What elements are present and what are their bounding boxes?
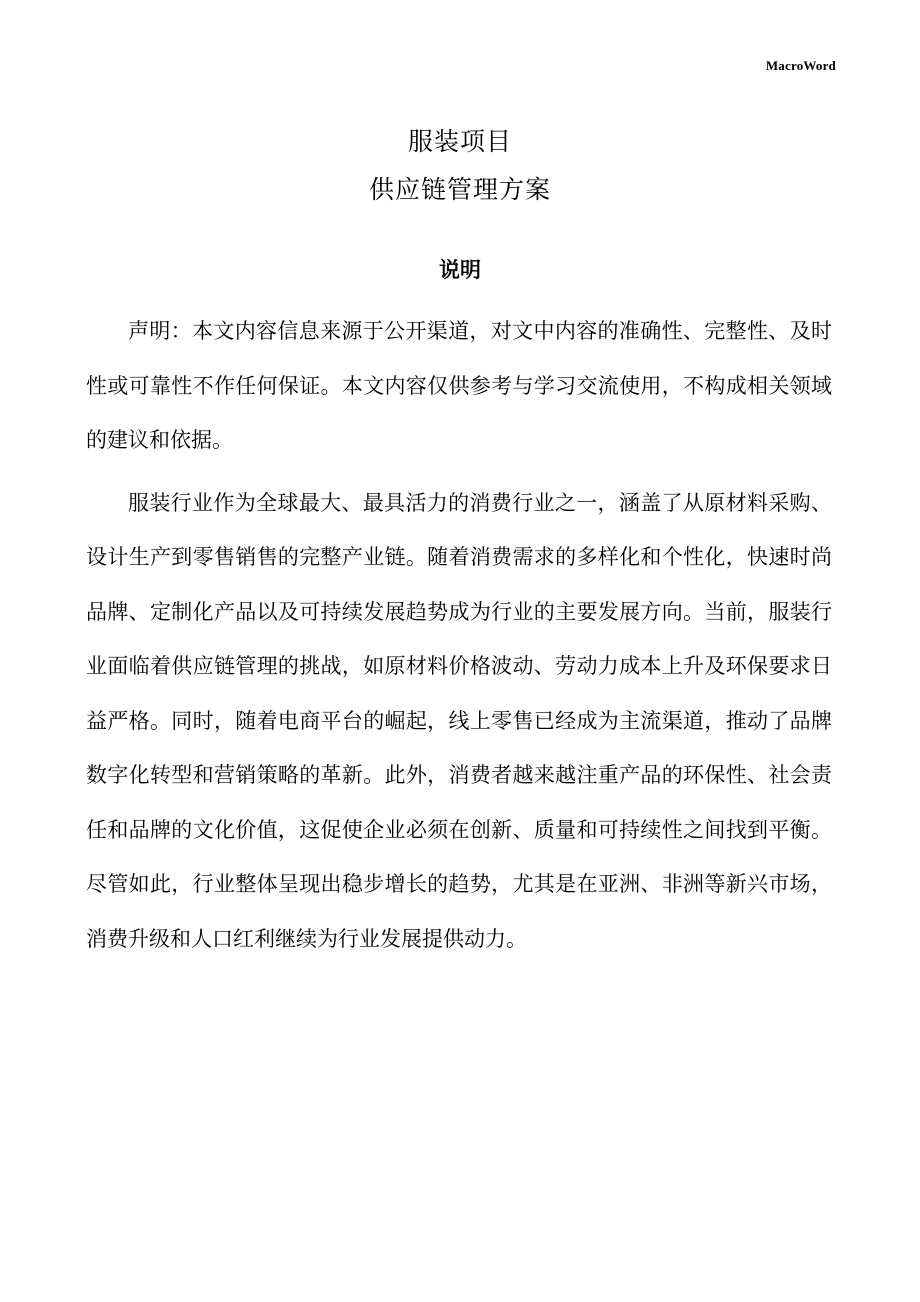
disclaimer-paragraph: 声明：本文内容信息来源于公开渠道，对文中内容的准确性、完整性、及时性或可靠性不作任何保证。本文内容仅供参考与学习交流使用，不构成相关领域的建议和依据。 [86, 319, 832, 452]
title-line-2: 供应链管理方案 [368, 175, 551, 204]
title-line-1: 服装项目 [407, 127, 512, 156]
document-title [0, 118, 920, 214]
body-text [86, 304, 832, 966]
header-brand: MacroWord [765, 58, 836, 73]
section-heading: 说明 [439, 258, 481, 282]
industry-overview-paragraph: 服装行业作为全球最大、最具活力的消费行业之一，涵盖了从原材料采购、设计生产到零售销售的完整产业链。随着消费需求的多样化和个性化，快速时尚品牌、定制化产品以及可持续发展趋势成为行业的主要发展方向。当前，服装行业面临着供应链管理的挑战，如原材料价格波动、劳动力成本上升及环保要求日益严格。同时，随着电商平台的崛起，线上零售已经成为主流渠道，推动了品牌数字化转型和营销策略的革新。此外，消费者越来越注重产品的环保性、社会责任和品牌的文化价值，这促使企业必须在创新、质量和可持续性之间找到平衡。尽管如此，行业整体呈现出稳步增长的趋势，尤其是在亚洲、非洲等新兴市场，消费升级和人口红利继续为行业发展提供动力。 [86, 490, 832, 951]
